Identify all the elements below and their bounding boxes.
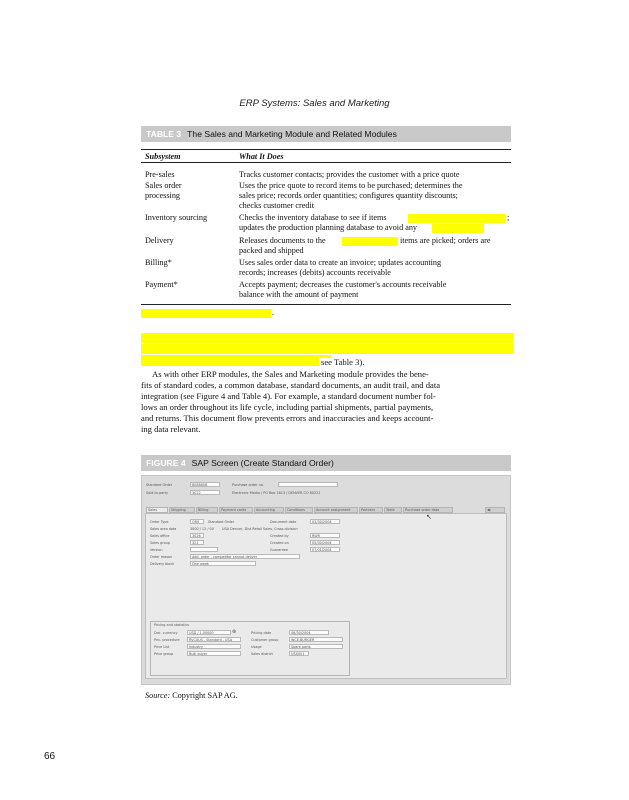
- sap-tab-partners[interactable]: Partners: [359, 507, 383, 513]
- body-line: fits of standard codes, a common database, standard documents, an audit trail, and data: [141, 380, 441, 390]
- sap-field[interactable]: USX001: [289, 651, 309, 656]
- highlight: [141, 309, 271, 318]
- table3-title: The Sales and Marketing Module and Related Modules: [187, 129, 397, 139]
- sap-field[interactable]: USD / 1.00000: [187, 630, 231, 635]
- sap-tab-payment-cards[interactable]: Payment cards: [219, 507, 253, 513]
- sap-field[interactable]: 321: [190, 540, 204, 545]
- body-line: ing data relevant.: [141, 424, 201, 434]
- sap-field[interactable]: WCE-BURGER: [289, 637, 343, 642]
- sap-label: Sales area data: [150, 527, 177, 531]
- sap-field[interactable]: [190, 547, 218, 552]
- sap-field[interactable]: 3026: [190, 533, 204, 538]
- table3-label: TABLE 3: [146, 129, 182, 139]
- exchange-rate-icon[interactable]: ⊗: [232, 629, 237, 635]
- sap-field: 8088808: [190, 482, 220, 487]
- sap-pricing-group: [150, 621, 350, 676]
- sap-label: Purchase order no.: [232, 483, 264, 487]
- table-row-desc: Uses sales order data to create an invoice; updates accounting: [239, 258, 442, 267]
- table-row-desc: Checks the inventory database to see if items: [239, 213, 387, 222]
- table-row-desc: Tracks customer contacts; provides the customer with a price quote: [239, 170, 460, 179]
- sap-label: Customer group: [251, 638, 279, 642]
- sap-field: [278, 482, 338, 487]
- table-row-subsystem: Delivery: [145, 236, 174, 245]
- highlight: [432, 224, 484, 233]
- table-row-subsystem: Pre-sales: [145, 170, 175, 179]
- running-head: ERP Systems: Sales and Marketing: [239, 98, 390, 109]
- sap-label: Sold-to party: [146, 491, 168, 495]
- sap-label: Doc. currency: [154, 631, 178, 635]
- sap-field[interactable]: RVCXUS - Standard - USA: [187, 637, 241, 642]
- sap-tab-conditions[interactable]: Conditions: [285, 507, 313, 513]
- sap-tab-sales[interactable]: Sales: [146, 507, 168, 513]
- sap-label: Created by: [270, 534, 289, 538]
- sap-field[interactable]: 03/30/2004: [310, 519, 340, 524]
- sap-label: Price group: [154, 652, 174, 656]
- table-row-desc: updates the production planning database to avoid any: [239, 223, 418, 232]
- table-row-desc: balance with the amount of payment: [239, 290, 359, 299]
- sap-tab-purchase-order-data[interactable]: Purchase order data: [403, 507, 453, 513]
- sap-label: Standard Order: [146, 483, 173, 487]
- figure4-label: FIGURE 4: [146, 458, 186, 468]
- sap-field[interactable]: Industry: [187, 644, 241, 649]
- sap-label: Sales office: [150, 534, 170, 538]
- sap-field[interactable]: Add. order - competitor cannot deliver: [190, 554, 300, 559]
- sap-customer-address: Electronic Media / PO Box 1813 / DENVER CO 80222: [232, 491, 321, 495]
- figure-source: [145, 691, 238, 700]
- highlight: [408, 214, 506, 223]
- sap-label: Usage: [251, 645, 262, 649]
- sap-label: Price List: [154, 645, 170, 649]
- table-row-subsystem: Billing*: [145, 258, 172, 267]
- sap-field: 3022: [190, 490, 220, 495]
- page-number: 66: [44, 751, 56, 762]
- sap-label: Order reason: [150, 555, 173, 559]
- sap-label: Version: [150, 548, 163, 552]
- table-row-desc: checks customer credit: [239, 201, 315, 210]
- body-line: integration (see Figure 4 and Table 4). For example, a standard document number fol-: [141, 391, 436, 401]
- sap-tab-texts[interactable]: Texts: [384, 507, 402, 513]
- sap-value: 3000 / 12 / 00: [190, 527, 214, 531]
- table-row-subsystem: Inventory sourcing: [145, 213, 208, 222]
- sap-field[interactable]: RWR: [310, 533, 340, 538]
- table-row-subsystem: Sales order: [145, 181, 182, 190]
- table-row-desc: Accepts payment; decreases the customer's accounts receivable: [239, 280, 447, 289]
- highlight: [141, 333, 514, 343]
- table-row-subsystem-cont: processing: [145, 191, 181, 200]
- sap-group-title: Pricing and statistics: [154, 623, 190, 627]
- source-text: Copyright SAP AG.: [172, 691, 238, 700]
- sap-tab-account-assignment[interactable]: Account assignment: [314, 507, 358, 513]
- sap-field[interactable]: Bulk buyer: [187, 651, 241, 656]
- table-header-rule: [141, 162, 511, 163]
- sap-label: Sales group: [150, 541, 170, 545]
- table-row-desc: Uses the price quote to record items to be purchased; determines the: [239, 181, 463, 190]
- sap-field[interactable]: Spare parts: [289, 644, 343, 649]
- sap-desc: Standard Order: [208, 520, 235, 524]
- sap-label: Guarantee: [270, 548, 288, 552]
- col-what-it-does: What It Does: [239, 152, 284, 161]
- highlight: [342, 237, 398, 246]
- sap-field[interactable]: One week: [190, 561, 256, 566]
- table-row-subsystem: Payment*: [145, 280, 178, 289]
- sap-label: Delivery block: [150, 562, 175, 566]
- highlight: [141, 357, 319, 366]
- table-row-desc: Releases documents to the: [239, 236, 326, 245]
- footnote-end: .: [272, 308, 275, 317]
- cursor-icon: ↖: [426, 513, 432, 521]
- sap-field[interactable]: OR0: [190, 519, 204, 524]
- sap-screenshot: [141, 475, 511, 685]
- sap-tab-accounting[interactable]: Accounting: [254, 507, 284, 513]
- body-line-end: see Table 3).: [321, 357, 365, 367]
- sap-label: Pric. procedure: [154, 638, 180, 642]
- source-label: Source:: [145, 691, 171, 700]
- sap-tab-shipping[interactable]: Shipping: [169, 507, 195, 513]
- table-row-desc: records; increases (debits) accounts receivable: [239, 268, 391, 277]
- table-row-desc: packed and shipped: [239, 246, 304, 255]
- sap-field[interactable]: 05/30/2004: [310, 540, 340, 545]
- body-line: lows an order throughout its life cycle, including partial shipments, partial payments,: [141, 402, 434, 412]
- body-line: As with other ERP modules, the Sales and Marketing module provides the bene-: [152, 369, 429, 379]
- figure4-header: [141, 455, 511, 471]
- table3-header: [141, 126, 511, 142]
- figure4-title: SAP Screen (Create Standard Order): [191, 458, 334, 468]
- sap-tab-scroll-arrows[interactable]: ◂▸: [485, 507, 505, 513]
- sap-field[interactable]: 06/30/2004: [289, 630, 329, 635]
- table-bottom-rule: [141, 304, 511, 305]
- body-line: and returns. This document flow prevents errors and inaccuracies and keeps account-: [141, 413, 434, 423]
- sap-label: Pricing date: [251, 631, 272, 635]
- table-top-rule: [141, 149, 511, 150]
- sap-field[interactable]: 07/01/2004: [310, 547, 340, 552]
- sap-desc: USA Denver, Dist Retail Sales, Cross-division: [222, 527, 298, 531]
- sap-label: Order Type: [150, 520, 169, 524]
- table-row-desc: items are picked; orders are: [400, 236, 491, 245]
- sap-label: Sales district: [251, 652, 273, 656]
- sap-label: Created on: [270, 541, 289, 545]
- table-row-desc-end: ;: [507, 213, 510, 222]
- sap-tab-billing[interactable]: Billing: [196, 507, 218, 513]
- col-subsystem: Subsystem: [145, 152, 181, 161]
- sap-tab-panel: [145, 513, 507, 679]
- table-row-desc: sales price; records order quantities; configures quantity discounts;: [239, 191, 458, 200]
- highlight: [141, 344, 514, 354]
- sap-label: Document date: [270, 520, 297, 524]
